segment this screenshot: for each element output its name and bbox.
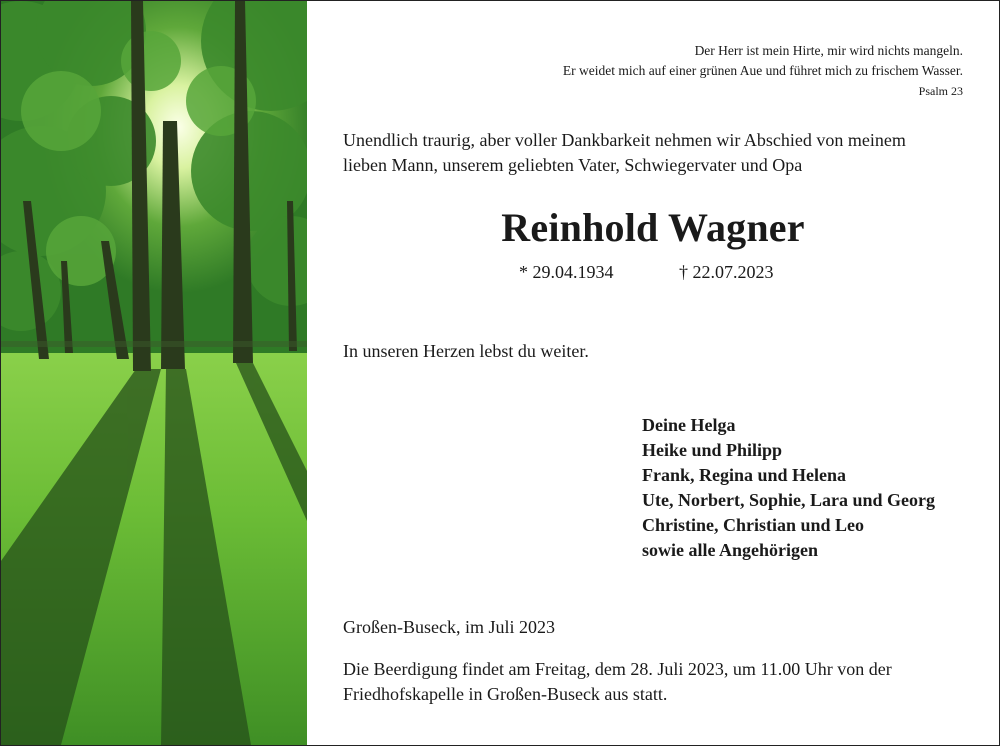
trees-in-park-icon (1, 1, 307, 745)
motto-text: In unseren Herzen lebst du weiter. (343, 341, 589, 361)
funeral-info (343, 657, 983, 707)
psalm-line-1: Der Herr ist mein Hirte, mir wird nichts mangeln. (694, 43, 963, 58)
intro-text (343, 128, 973, 178)
family-member: sowie alle Angehörigen (642, 540, 818, 560)
family-list (642, 413, 935, 563)
psalm-reference: Psalm 23 (918, 84, 963, 98)
deceased-name: Reinhold Wagner (501, 205, 805, 250)
family-member: Ute, Norbert, Sophie, Lara und Georg (642, 490, 935, 510)
family-member: Christine, Christian und Leo (642, 515, 865, 535)
intro-line-1: Unendlich traurig, aber voller Dankbarkeit nehmen wir Abschied von meinem (343, 130, 906, 150)
family-member: Heike und Philipp (642, 440, 783, 460)
psalm-quote (351, 41, 963, 101)
psalm-line-2: Er weidet mich auf einer grünen Aue und führet mich zu frischem Wasser. (562, 63, 963, 78)
death-date: † 22.07.2023 (679, 262, 774, 282)
funeral-line-2: Friedhofskapelle in Großen-Buseck aus statt. (343, 684, 668, 704)
family-member: Deine Helga (642, 415, 736, 435)
birth-date: * 29.04.1934 (519, 262, 614, 282)
intro-line-2: lieben Mann, unserem geliebten Vater, Schwiegervater und Opa (343, 155, 803, 175)
family-member: Frank, Regina und Helena (642, 465, 847, 485)
funeral-line-1: Die Beerdigung findet am Freitag, dem 28. Juli 2023, um 11.00 Uhr von der (343, 659, 892, 679)
place-date: Großen-Buseck, im Juli 2023 (343, 617, 555, 637)
